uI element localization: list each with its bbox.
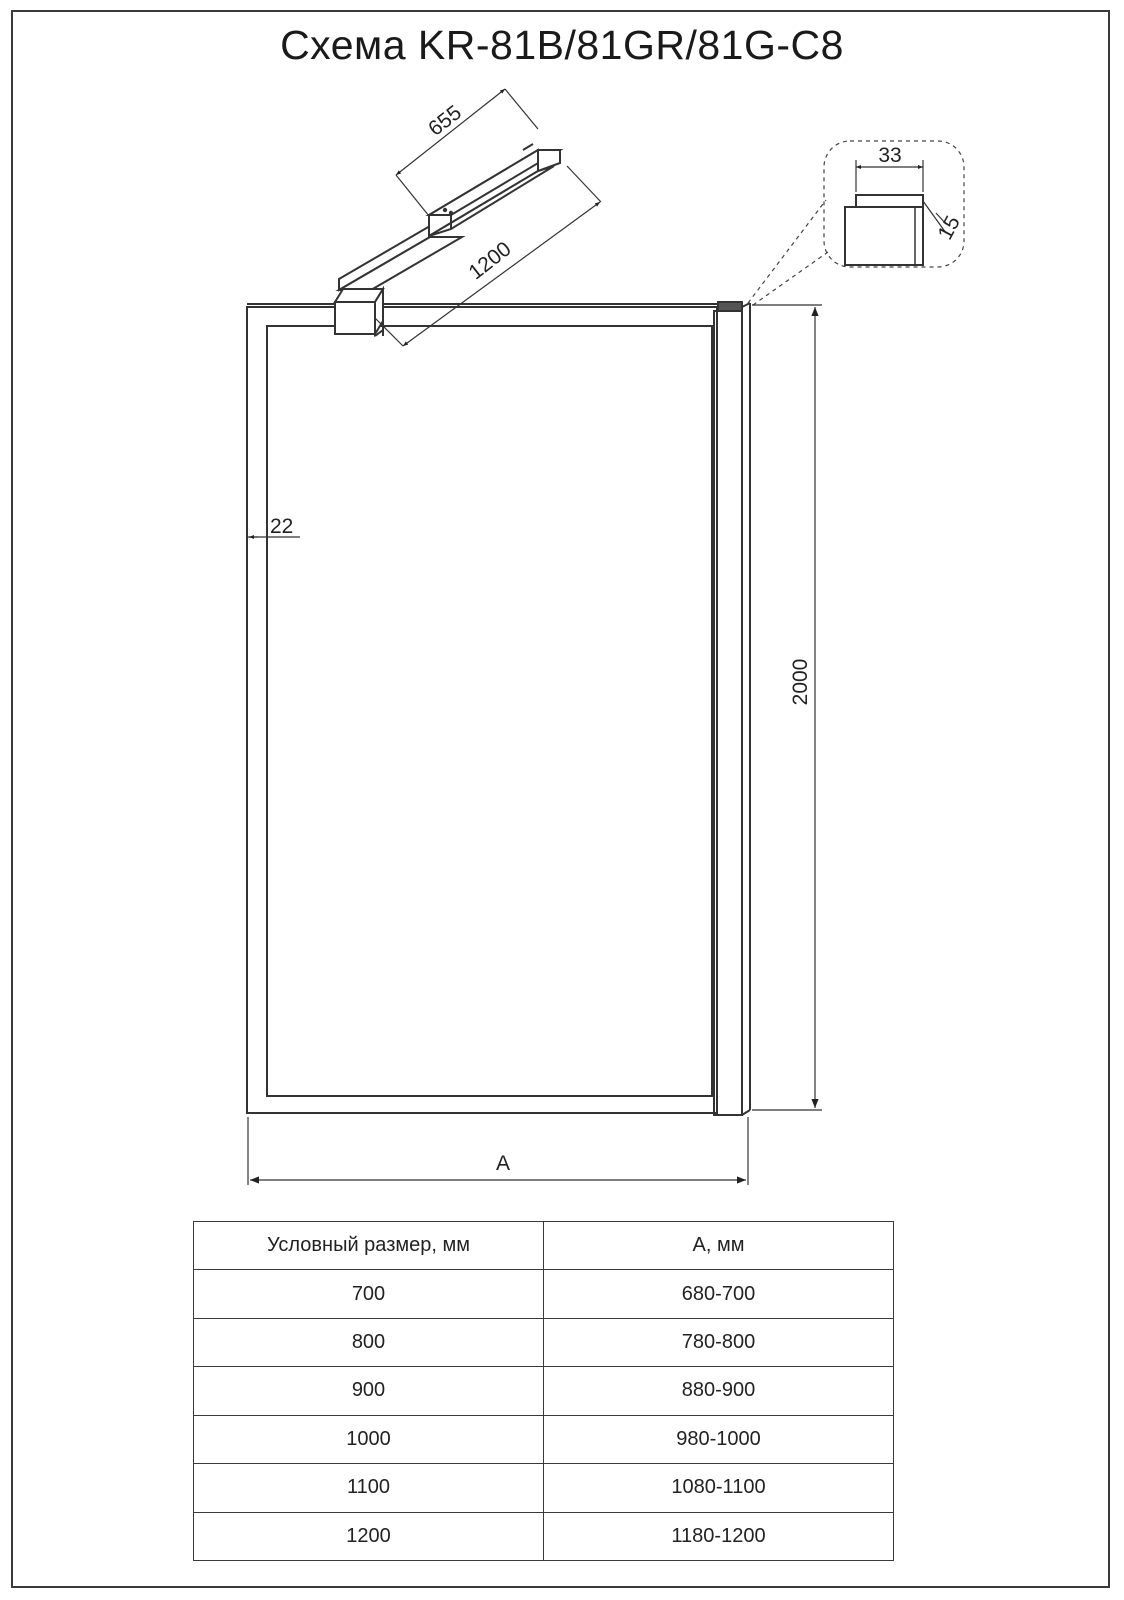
table-cell-nominal: 1100 bbox=[194, 1464, 544, 1512]
table-row bbox=[194, 1512, 894, 1560]
table-header-row bbox=[194, 1222, 894, 1270]
table-row bbox=[194, 1464, 894, 1512]
dimension-22-label: 22 bbox=[270, 515, 294, 538]
table-cell-a: 1080-1100 bbox=[544, 1464, 894, 1512]
table-cell-nominal: 1000 bbox=[194, 1415, 544, 1463]
wall-profile bbox=[714, 302, 750, 1115]
glass-panel bbox=[247, 304, 717, 1113]
table-cell-nominal: 900 bbox=[194, 1367, 544, 1415]
table-cell-nominal: 700 bbox=[194, 1270, 544, 1318]
table-row bbox=[194, 1415, 894, 1463]
dimension-a-label: A bbox=[495, 1152, 511, 1175]
table-cell-a: 780-800 bbox=[544, 1318, 894, 1366]
table-cell-a: 1180-1200 bbox=[544, 1512, 894, 1560]
size-table bbox=[193, 1221, 894, 1561]
profile-section bbox=[845, 195, 923, 265]
table-cell-a: 880-900 bbox=[544, 1367, 894, 1415]
table-cell-a: 980-1000 bbox=[544, 1415, 894, 1463]
dimension-1200-label: 1200 bbox=[464, 237, 516, 285]
table-cell-nominal: 800 bbox=[194, 1318, 544, 1366]
column-header-a: A, мм bbox=[544, 1222, 894, 1270]
column-header-nominal-size: Условный размер, мм bbox=[194, 1222, 544, 1270]
dimension-2000-label: 2000 bbox=[789, 658, 812, 706]
dimension-2000 bbox=[752, 305, 822, 1110]
table-cell-nominal: 1200 bbox=[194, 1512, 544, 1560]
dimension-15-label: 15 bbox=[933, 212, 965, 244]
table-cell-a: 680-700 bbox=[544, 1270, 894, 1318]
page-title: Схема KR-81B/81GR/81G-C8 bbox=[280, 22, 844, 68]
dimension-655-label: 655 bbox=[424, 101, 466, 141]
table-row bbox=[194, 1318, 894, 1366]
table-row bbox=[194, 1270, 894, 1318]
dimension-33-label: 33 bbox=[878, 144, 902, 167]
table-row bbox=[194, 1367, 894, 1415]
